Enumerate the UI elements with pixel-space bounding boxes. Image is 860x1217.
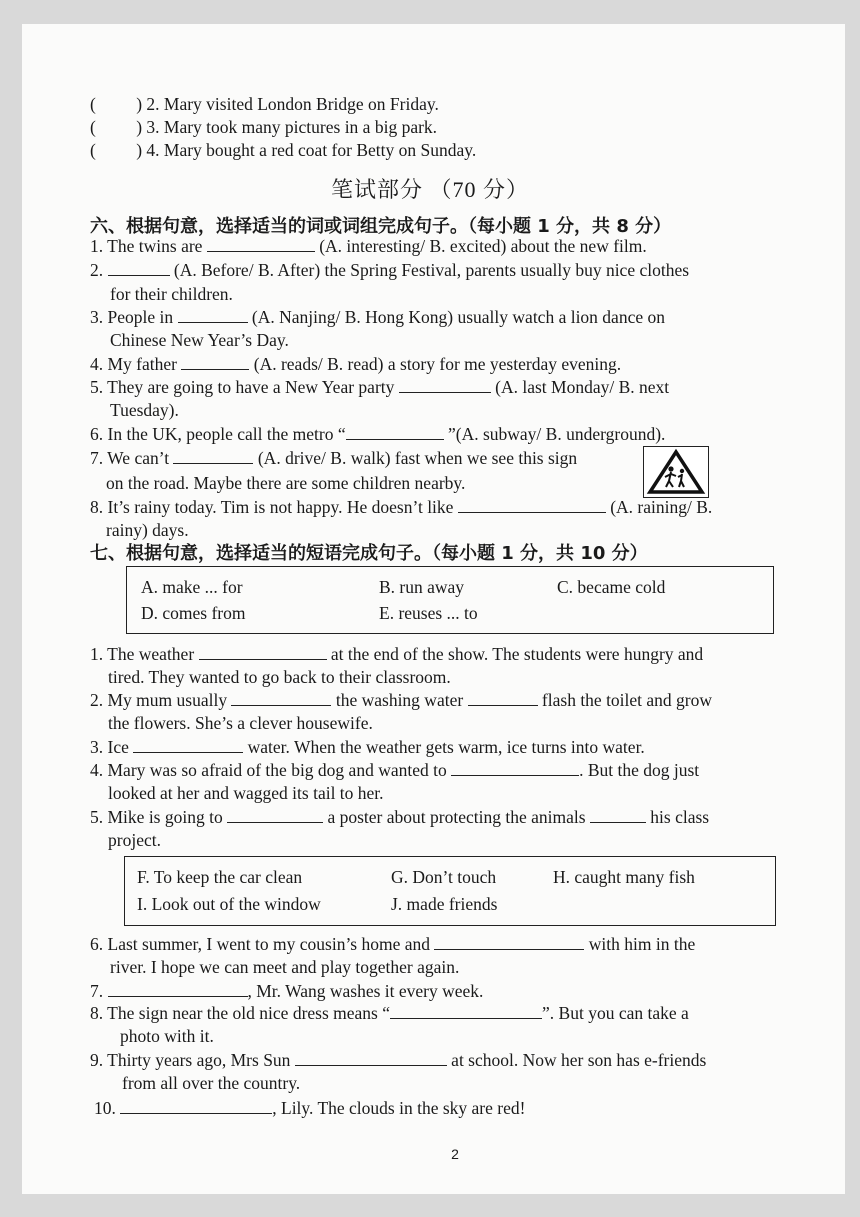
answer-blank[interactable]	[199, 643, 327, 660]
answer-blank[interactable]	[346, 423, 444, 440]
q-text: flash the toilet and grow	[541, 690, 713, 710]
q-text: rainy) days.	[106, 520, 189, 540]
q-text: (A. reads/ B. read) a story for me yesterday evening.	[253, 354, 622, 374]
part6-heading: 六、根据句意，选择适当的词或词组完成句子。（每小题 1 分，共 8 分）	[90, 216, 672, 237]
q-text: 4. Mary was so afraid of the big dog and wanted to	[90, 760, 447, 780]
answer-blank[interactable]	[434, 933, 584, 950]
q-text: 2.	[90, 260, 104, 280]
p7-q4	[90, 759, 699, 781]
answer-blank[interactable]	[173, 447, 253, 464]
answer-blank[interactable]	[227, 806, 323, 823]
answer-blank[interactable]	[108, 259, 170, 276]
q-text: 4. My father	[90, 354, 177, 374]
q-text: Tuesday).	[110, 400, 179, 420]
q-text: 1. The twins are	[90, 236, 203, 256]
phrase-option: H. caught many fish	[553, 867, 695, 887]
phrase-option: A. make ... for	[141, 577, 243, 597]
tf-item-4	[90, 140, 476, 161]
tf-text: 2. Mary visited London Bridge on Friday.	[146, 94, 439, 114]
phrase-option: J. made friends	[391, 894, 498, 914]
answer-blank[interactable]	[231, 689, 331, 706]
paren-open: (	[90, 94, 96, 114]
q-text: 10.	[94, 1098, 116, 1118]
q-text: ”(A. subway/ B. underground).	[447, 424, 666, 444]
p7-q2	[90, 689, 712, 711]
p6-q6	[90, 423, 665, 445]
q-text: ”. But you can take a	[542, 1003, 689, 1023]
paren-open: (	[90, 140, 96, 160]
q-text: his class	[650, 807, 710, 827]
p6-q2	[90, 259, 689, 281]
q-text: 3. Ice	[90, 737, 129, 757]
tf-text: 4. Mary bought a red coat for Betty on Sunday.	[146, 140, 477, 160]
q-text: (A. drive/ B. walk) fast when we see this sign	[257, 448, 578, 468]
q-text: water. When the weather gets warm, ice turns into water.	[247, 737, 645, 757]
q-text: for their children.	[110, 284, 233, 304]
q-text: (A. last Monday/ B. next	[495, 377, 670, 397]
page-number: 2	[451, 1146, 459, 1162]
phrase-option: F. To keep the car clean	[137, 867, 303, 887]
q-text: looked at her and wagged its tail to her.	[108, 783, 384, 803]
q-text: 5. They are going to have a New Year party	[90, 377, 395, 397]
q-text: 6. Last summer, I went to my cousin’s home and	[90, 934, 431, 954]
p7-q5	[90, 806, 709, 828]
q-text: photo with it.	[120, 1026, 214, 1046]
q-text: 2. My mum usually	[90, 690, 228, 710]
paren-close: )	[136, 117, 143, 137]
p7-q10	[94, 1097, 525, 1119]
answer-blank[interactable]	[295, 1049, 447, 1066]
q-text: 6. In the UK, people call the metro “	[90, 424, 346, 444]
tf-item-3	[90, 117, 437, 138]
phrase-option: E. reuses ... to	[379, 603, 478, 623]
phrase-option: D. comes from	[141, 603, 246, 623]
p6-q5	[90, 376, 669, 398]
q-text: 9. Thirty years ago, Mrs Sun	[90, 1050, 291, 1070]
q-text: river. I hope we can meet and play together again.	[110, 957, 460, 977]
q-text: on the road. Maybe there are some children nearby.	[106, 473, 466, 493]
q-text: at the end of the show. The students were hungry and	[330, 644, 704, 664]
q-text: (A. Nanjing/ B. Hong Kong) usually watch a lion dance on	[251, 307, 665, 327]
q-text: a poster about protecting the animals	[327, 807, 586, 827]
phrase-option: I. Look out of the window	[137, 894, 321, 914]
p6-q3	[90, 306, 665, 328]
q-text: , Lily. The clouds in the sky are red!	[272, 1098, 526, 1118]
q-text: project.	[108, 830, 161, 850]
p6-q7	[90, 447, 577, 469]
p6-q1	[90, 235, 647, 257]
answer-blank[interactable]	[120, 1097, 272, 1114]
q-text: from all over the country.	[122, 1073, 301, 1093]
p7-q1	[90, 643, 703, 665]
q-text: 3. People in	[90, 307, 174, 327]
q-text: with him in the	[588, 934, 696, 954]
answer-blank[interactable]	[399, 376, 491, 393]
answer-blank[interactable]	[178, 306, 248, 323]
q-text: 7.	[90, 981, 104, 1001]
tf-item-2	[90, 94, 439, 115]
phrase-option: G. Don’t touch	[391, 867, 497, 887]
q-text: , Mr. Wang washes it every week.	[247, 981, 484, 1001]
q-text: Chinese New Year’s Day.	[110, 330, 289, 350]
tf-text: 3. Mary took many pictures in a big park.	[146, 117, 438, 137]
children-crossing-icon	[644, 447, 708, 497]
p6-q4	[90, 353, 621, 375]
answer-blank[interactable]	[207, 235, 315, 252]
answer-blank[interactable]	[590, 806, 646, 823]
q-text: 8. The sign near the old nice dress means “	[90, 1003, 391, 1023]
p7-q8	[90, 1002, 689, 1024]
answer-blank[interactable]	[451, 759, 579, 776]
p7-q9	[90, 1049, 706, 1071]
phrase-box-2	[124, 856, 776, 926]
q-text: tired. They wanted to go back to their classroom.	[108, 667, 451, 687]
p6-q8	[90, 496, 712, 518]
phrase-option: B. run away	[379, 577, 465, 597]
part7-heading: 七、根据句意，选择适当的短语完成句子。（每小题 1 分，共 10 分）	[90, 543, 648, 564]
p7-q3	[90, 736, 645, 758]
q-text: 7. We can’t	[90, 448, 170, 468]
phrase-box-1	[126, 566, 774, 634]
q-text: (A. Before/ B. After) the Spring Festival, parents usually buy nice clothes	[173, 260, 690, 280]
phrase-option: C. became cold	[557, 577, 666, 597]
q-text: 5. Mike is going to	[90, 807, 223, 827]
paren-open: (	[90, 117, 96, 137]
answer-blank[interactable]	[468, 689, 538, 706]
answer-blank[interactable]	[390, 1002, 542, 1019]
q-text: the washing water	[335, 690, 464, 710]
answer-blank[interactable]	[108, 980, 248, 997]
p7-q6	[90, 933, 695, 955]
q-text: at school. Now her son has e-friends	[451, 1050, 707, 1070]
section-title: 笔试部分 （70 分）	[330, 177, 529, 202]
q-text: 8. It’s rainy today. Tim is not happy. He doesn’t like	[90, 497, 454, 517]
q-text: (A. raining/ B.	[610, 497, 713, 517]
q-text: (A. interesting/ B. excited) about the new film.	[319, 236, 647, 256]
paren-close: )	[136, 94, 143, 114]
paren-close: )	[136, 140, 143, 160]
q-text: the flowers. She’s a clever housewife.	[108, 713, 373, 733]
answer-blank[interactable]	[133, 736, 243, 753]
answer-blank[interactable]	[458, 496, 606, 513]
p7-q7	[90, 980, 483, 1002]
answer-blank[interactable]	[181, 353, 249, 370]
q-text: 1. The weather	[90, 644, 195, 664]
children-crossing-sign	[643, 446, 709, 498]
q-text: . But the dog just	[579, 760, 700, 780]
